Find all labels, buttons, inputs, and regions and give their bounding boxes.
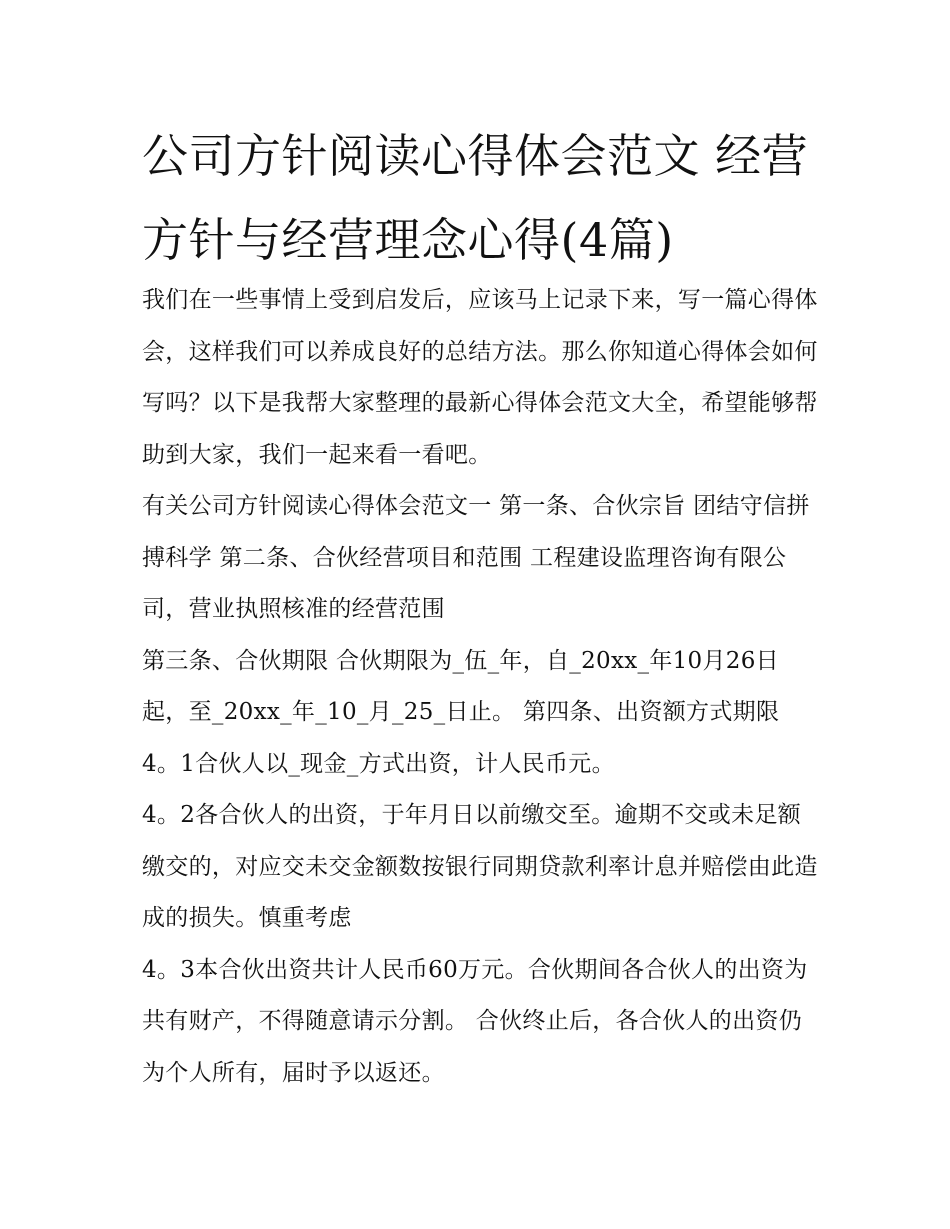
document-body [142, 275, 822, 1099]
paragraph-article-1-2: 有关公司方针阅读心得体会范文一 第一条、合伙宗旨 团结守信拼搏科学 第二条、合伙经营项目和范围 工程建设监理咨询有限公司，营业执照核准的经营范围 [142, 493, 810, 622]
paragraph-intro: 我们在一些事情上受到启发后，应该马上记录下来，写一篇心得体会，这样我们可以养成良好的总结方法。那么你知道心得体会如何写吗？以下是我帮大家整理的最新心得体会范文大全，希望能够帮助到大家，我们一起来看一看吧。 [142, 287, 818, 468]
paragraph-clause-4-3: 4。3本合伙出资共计人民币60万元。合伙期间各合伙人的出资为共有财产，不得随意请示分割。 合伙终止后，各合伙人的出资仍为个人所有，届时予以返还。 [142, 956, 808, 1086]
paragraph-clause-4-2: 4。2各合伙人的出资，于年月日以前缴交至。逾期不交或未足额缴交的，对应交未交金额数按银行同期贷款利率计息并赔偿由此造成的损失。慎重考虑 [142, 802, 818, 931]
paragraph-clause-4-1: 4。1合伙人以_现金_方式出资，计人民币元。 [142, 750, 615, 777]
document-title: 公司方针阅读心得体会范文 经营方针与经营理念心得(4篇) [142, 129, 809, 267]
paragraph-article-3-4: 第三条、合伙期限 合伙期限为_伍_年，自_20xx_年10月26日起，至_20xx_年_10_月_25_日止。 第四条、出资额方式期限 [142, 647, 780, 725]
